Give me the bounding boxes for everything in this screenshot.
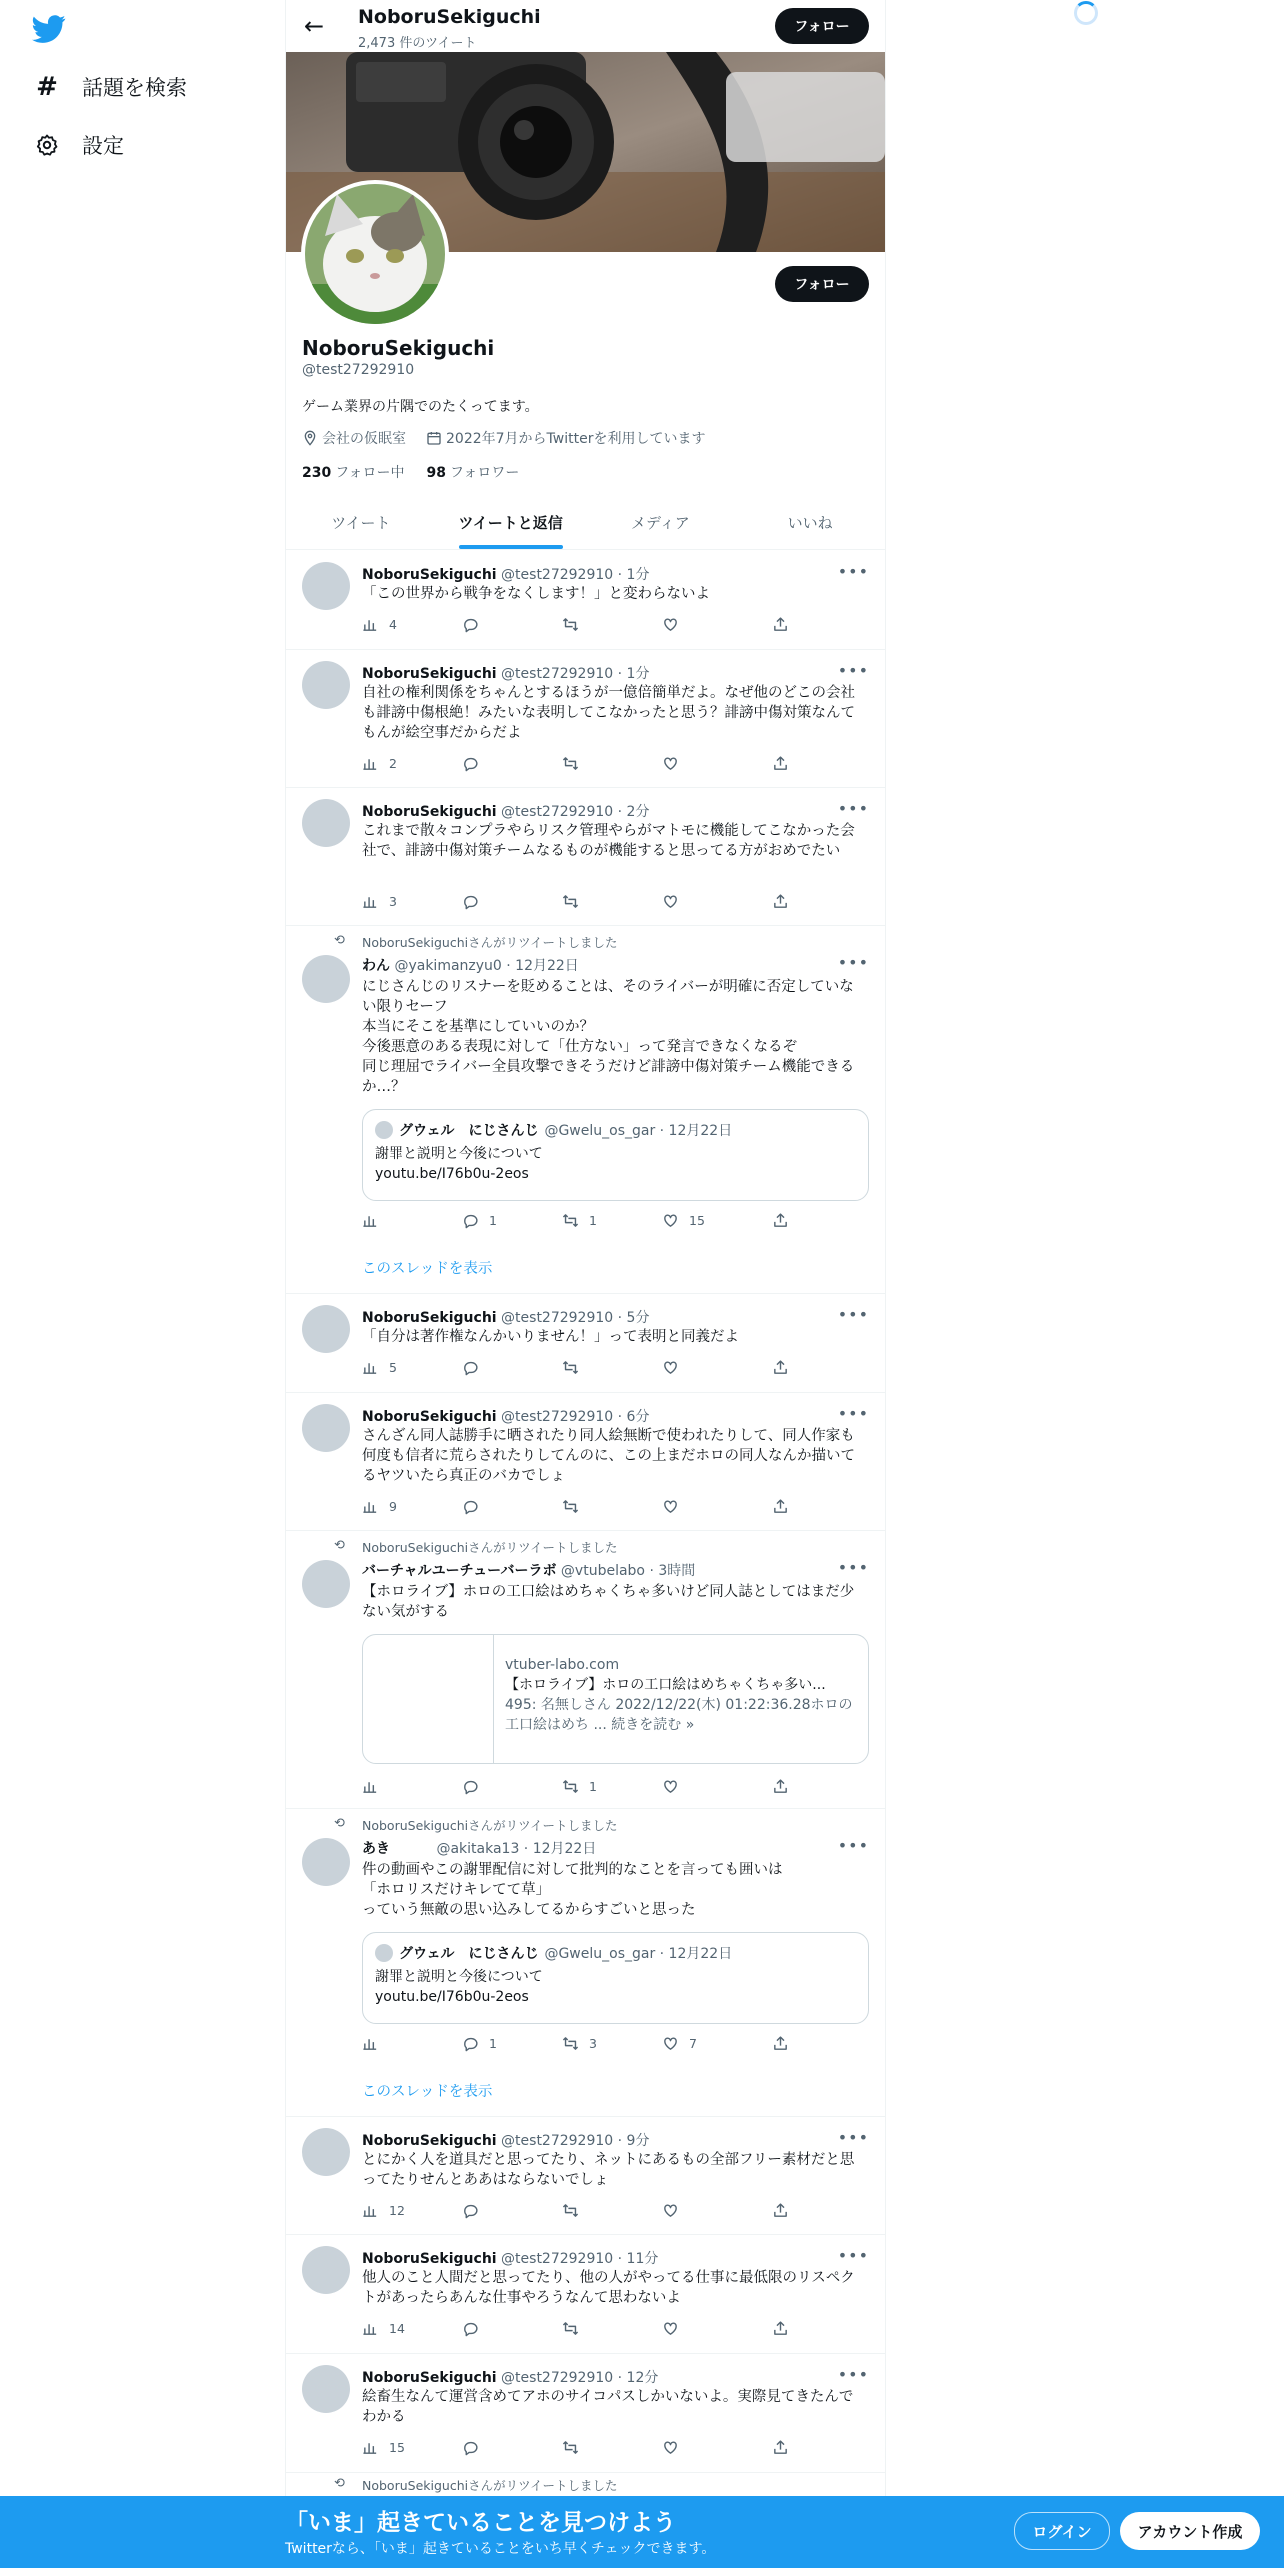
like-action[interactable] xyxy=(662,1359,679,1376)
views-icon xyxy=(362,1778,379,1795)
retweet-icon xyxy=(562,1498,579,1515)
nav-explore[interactable] xyxy=(34,67,187,107)
tweet-header: NoboruSekiguchi @test27292910 · 1分 xyxy=(362,666,650,682)
reply-action[interactable] xyxy=(462,1778,479,1795)
tweet-item[interactable] xyxy=(286,787,885,926)
more-icon[interactable]: ••• xyxy=(837,799,869,818)
profile-handle: @test27292910 xyxy=(302,362,415,378)
tweet-actions xyxy=(362,893,792,913)
tweet-avatar[interactable] xyxy=(302,562,350,610)
like-icon xyxy=(662,2439,679,2456)
share-action[interactable] xyxy=(772,2439,789,2456)
like-icon xyxy=(662,616,679,633)
retweeted-by: NoboruSekiguchiさんがリツイートしました xyxy=(362,2478,618,2493)
retweeted-by: NoboruSekiguchiさんがリツイートしました xyxy=(362,935,618,950)
tweet-item[interactable] xyxy=(286,2472,885,2496)
like-action[interactable] xyxy=(662,1212,705,1229)
location-pin-icon xyxy=(302,430,318,446)
tweet-avatar[interactable] xyxy=(302,799,350,847)
tweet-header: NoboruSekiguchi @test27292910 · 11分 xyxy=(362,2251,659,2267)
tweet-text: 件の動画やこの謝罪配信に対して批判的なことを言っても囲いは 「ホロリスだけキレてて草」 っていう無敵の思い込みしてるからすごいと思った xyxy=(362,1862,783,1918)
signup-banner-subtitle: Twitterなら、「いま」起きていることをいち早くチェックできます。 xyxy=(285,2541,716,2557)
like-icon xyxy=(662,2202,679,2219)
quote-avatar xyxy=(375,1121,393,1139)
views-count: 3 xyxy=(389,894,397,909)
show-thread-link[interactable]: このスレッドを表示 xyxy=(362,1261,493,1277)
tab-tweets[interactable]: ツイート xyxy=(331,514,391,532)
reply-icon xyxy=(462,616,479,633)
nav-settings-label: 設定 xyxy=(82,134,124,158)
quote-text: 謝罪と説明と今後について youtu.be/I76b0u-2eos xyxy=(375,1146,543,1182)
reply-action[interactable] xyxy=(462,755,479,772)
link-card-domain: vtuber-labo.com xyxy=(505,1657,620,1673)
tweet-actions xyxy=(362,2320,792,2340)
link-card-body xyxy=(505,1655,860,1735)
share-icon xyxy=(772,893,789,910)
views-action[interactable] xyxy=(362,616,397,633)
retweet-action[interactable] xyxy=(562,2439,579,2456)
share-icon xyxy=(772,616,789,633)
tweet-header: NoboruSekiguchi @test27292910 · 9分 xyxy=(362,2133,650,2149)
reply-icon xyxy=(462,893,479,910)
tweet-avatar[interactable] xyxy=(302,2128,350,2176)
share-action[interactable] xyxy=(772,1498,789,1515)
tweet-actions xyxy=(362,755,792,775)
like-icon xyxy=(662,1778,679,1795)
views-count: 12 xyxy=(389,2203,405,2218)
retweet-icon xyxy=(562,2035,579,2052)
login-button[interactable]: ログイン xyxy=(1014,2512,1110,2550)
views-icon xyxy=(362,755,379,772)
reply-icon xyxy=(462,1359,479,1376)
tweet-text: とにかく人を道具だと思ってたり、ネットにあるもの全部フリー素材だと思ってたりせんとああはならないでしょ xyxy=(362,2152,855,2188)
retweet-icon: ⟲ xyxy=(334,1538,345,1553)
reply-action[interactable] xyxy=(462,1359,479,1376)
quote-header: グウェル にじさんじ @Gwelu_os_gar · 12月22日 xyxy=(375,1943,732,1963)
tweet-item[interactable] xyxy=(286,2353,885,2473)
link-card[interactable] xyxy=(362,1634,869,1764)
views-action[interactable] xyxy=(362,1778,379,1795)
retweet-action[interactable] xyxy=(562,2320,579,2337)
link-card-thumbnail xyxy=(363,1635,494,1763)
tweet-header: NoboruSekiguchi @test27292910 · 6分 xyxy=(362,1409,650,1425)
tweet-actions xyxy=(362,1778,792,1798)
share-action[interactable] xyxy=(772,1778,789,1795)
tweet-avatar[interactable] xyxy=(302,1305,350,1353)
reply-action[interactable] xyxy=(462,2320,479,2337)
tweet-text: これまで散々コンプラやらリスク管理やらがマトモに機能してこなかった会社で、誹謗中傷対策チームなるものが機能すると思ってる方がおめでたい xyxy=(362,823,855,859)
likes-count: 7 xyxy=(689,2036,697,2051)
tweet-header: NoboruSekiguchi @test27292910 · 5分 xyxy=(362,1310,650,1326)
tweet-actions xyxy=(362,1498,792,1518)
retweet-icon xyxy=(562,893,579,910)
tweet-item[interactable] xyxy=(286,1808,885,2117)
views-icon xyxy=(362,2320,379,2337)
share-icon xyxy=(772,755,789,772)
views-icon xyxy=(362,2035,379,2052)
gear-icon xyxy=(34,132,60,158)
retweeted-by: NoboruSekiguchiさんがリツイートしました xyxy=(362,1540,618,1555)
show-thread-link[interactable]: このスレッドを表示 xyxy=(362,2084,493,2100)
location-item xyxy=(302,428,406,448)
retweet-action[interactable] xyxy=(562,755,579,772)
retweets-count: 3 xyxy=(589,2036,597,2051)
tweet-actions xyxy=(362,1359,792,1379)
profile-meta xyxy=(302,428,705,448)
followers-link[interactable]: 98 フォロワー xyxy=(426,465,520,481)
views-count: 15 xyxy=(389,2440,405,2455)
share-icon xyxy=(772,2439,789,2456)
reply-action[interactable] xyxy=(462,2035,497,2052)
tweet-header: あき @akitaka13 · 12月22日 xyxy=(362,1841,597,1857)
profile-follow-stats xyxy=(302,462,519,482)
tweet-text: 「この世界から戦争をなくします！」と変わらないよ xyxy=(362,586,710,602)
tweet-text: さんざん同人誌勝手に晒されたり同人絵無断で使われたりして、同人作家も何度も信者に荒らされたりしてんのに、この上まだホロの同人なんか描いてるヤツいたら真正のバカでしょ xyxy=(362,1428,855,1484)
tweet-text: 他人のこと人間だと思ってたり、他の人がやってる仕事に最低限のリスペクトがあったらあんな仕事やろうなんて思わないよ xyxy=(362,2270,855,2306)
retweets-count: 1 xyxy=(589,1779,597,1794)
views-count: 5 xyxy=(389,1360,397,1375)
signup-banner xyxy=(0,2496,1284,2568)
profile-location: 会社の仮眠室 xyxy=(322,431,406,447)
like-icon xyxy=(662,2320,679,2337)
tweet-actions xyxy=(362,2202,792,2222)
following-link[interactable]: 230 フォロー中 xyxy=(302,465,405,481)
views-action[interactable] xyxy=(362,1359,397,1376)
reply-icon xyxy=(462,2202,479,2219)
views-action[interactable] xyxy=(362,755,397,772)
nav-explore-label: 話題を検索 xyxy=(82,76,187,100)
reply-icon xyxy=(462,2035,479,2052)
views-count: 4 xyxy=(389,617,397,632)
tweet-header: NoboruSekiguchi @test27292910 · 2分 xyxy=(362,804,650,820)
views-icon xyxy=(362,1359,379,1376)
quote-avatar xyxy=(375,1944,393,1962)
more-icon[interactable]: ••• xyxy=(837,1305,869,1324)
more-icon[interactable]: ••• xyxy=(837,953,869,972)
reply-action[interactable] xyxy=(462,893,479,910)
reply-icon xyxy=(462,2320,479,2337)
twitter-logo-icon[interactable] xyxy=(32,12,66,46)
quote-tweet[interactable] xyxy=(362,1109,869,1201)
tweet-actions xyxy=(362,2439,792,2459)
reply-action[interactable] xyxy=(462,616,479,633)
replies-count: 1 xyxy=(489,1213,497,1228)
retweet-icon xyxy=(562,2202,579,2219)
views-icon xyxy=(362,1498,379,1515)
share-icon xyxy=(772,1778,789,1795)
views-icon xyxy=(362,1212,379,1229)
like-action[interactable] xyxy=(662,2439,679,2456)
views-icon xyxy=(362,2202,379,2219)
like-action[interactable] xyxy=(662,616,679,633)
replies-count: 1 xyxy=(489,2036,497,2051)
profile-header-bar xyxy=(286,0,885,52)
retweet-icon: ⟲ xyxy=(334,2476,345,2491)
share-action[interactable] xyxy=(772,755,789,772)
views-count: 14 xyxy=(389,2321,405,2336)
tweet-item[interactable] xyxy=(286,649,885,788)
profile-tabs xyxy=(286,496,885,550)
back-arrow-icon[interactable]: ← xyxy=(303,12,325,40)
like-icon xyxy=(662,893,679,910)
tweet-item[interactable] xyxy=(286,2116,885,2235)
retweet-icon xyxy=(562,755,579,772)
profile-bio: ゲーム業界の片隅でのたくってます。 xyxy=(302,399,539,415)
more-icon[interactable]: ••• xyxy=(837,1836,869,1855)
link-card-desc: 495: 名無しさん 2022/12/22(木) 01:22:36.28ホロの工口絵はめち ... 続きを読む » xyxy=(505,1697,853,1733)
retweet-action[interactable] xyxy=(562,2202,579,2219)
more-icon[interactable]: ••• xyxy=(837,2128,869,2147)
tweet-avatar[interactable] xyxy=(302,661,350,709)
more-icon[interactable]: ••• xyxy=(837,562,869,581)
tweet-actions xyxy=(362,616,792,636)
share-action[interactable] xyxy=(772,1359,789,1376)
link-card-title: 【ホロライブ】ホロの工口絵はめちゃくちゃ多い... xyxy=(505,1677,826,1693)
retweets-count: 1 xyxy=(589,1213,597,1228)
tweet-avatar[interactable] xyxy=(302,1838,350,1886)
reply-action[interactable] xyxy=(462,1212,497,1229)
retweet-icon: ⟲ xyxy=(334,933,345,948)
tweet-item[interactable] xyxy=(286,2234,885,2354)
retweet-icon xyxy=(562,2320,579,2337)
more-icon[interactable]: ••• xyxy=(837,2365,869,2384)
tweet-actions xyxy=(362,1212,792,1232)
tweet-actions xyxy=(362,2035,792,2055)
like-icon xyxy=(662,1498,679,1515)
share-action[interactable] xyxy=(772,2320,789,2337)
profile-avatar[interactable] xyxy=(301,180,449,328)
tweet-avatar[interactable] xyxy=(302,955,350,1003)
views-action[interactable] xyxy=(362,2439,405,2456)
reply-icon xyxy=(462,1778,479,1795)
views-action[interactable] xyxy=(362,2202,405,2219)
views-icon xyxy=(362,893,379,910)
tweet-item[interactable] xyxy=(286,1392,885,1531)
tweet-item[interactable] xyxy=(286,1293,885,1393)
tweet-header: NoboruSekiguchi @test27292910 · 1分 xyxy=(362,567,650,583)
retweeted-by: NoboruSekiguchiさんがリツイートしました xyxy=(362,1818,618,1833)
hashtag-icon: # xyxy=(36,72,58,102)
profile-column xyxy=(285,0,886,2568)
share-icon xyxy=(772,2320,789,2337)
tweet-text: 【ホロライブ】ホロの工口絵はめちゃくちゃ多いけど同人誌としてはまだ少ない気がする xyxy=(362,1584,855,1620)
share-icon xyxy=(772,1498,789,1515)
retweet-icon xyxy=(562,1359,579,1376)
share-action[interactable] xyxy=(772,893,789,910)
tweet-header: NoboruSekiguchi @test27292910 · 12分 xyxy=(362,2370,659,2386)
like-action[interactable] xyxy=(662,1498,679,1515)
like-icon xyxy=(662,2035,679,2052)
tweet-item[interactable] xyxy=(286,550,885,650)
tweet-text: にじさんじのリスナーを貶めることは、そのライバーが明確に否定していない限りセーフ 本当にそこを基準にしていいのか？ 今後悪意のある表現に対して「仕方ない」って発言できなくなるぞ 同じ理屈でライバー全員攻撃できそうだけど誹謗中傷対策チーム機能できるか…？ xyxy=(362,979,855,1095)
retweet-icon xyxy=(562,1212,579,1229)
views-action[interactable] xyxy=(362,1212,379,1229)
more-icon[interactable]: ••• xyxy=(837,2246,869,2265)
like-action[interactable] xyxy=(662,893,679,910)
reply-icon xyxy=(462,1498,479,1515)
share-icon xyxy=(772,2035,789,2052)
tab-media[interactable]: メディア xyxy=(630,514,690,532)
like-action[interactable] xyxy=(662,1778,679,1795)
share-action[interactable] xyxy=(772,1212,789,1229)
retweet-action[interactable] xyxy=(562,893,579,910)
tweet-avatar[interactable] xyxy=(302,2246,350,2294)
like-icon xyxy=(662,1212,679,1229)
tweet-avatar[interactable] xyxy=(302,1404,350,1452)
reply-action[interactable] xyxy=(462,2439,479,2456)
quote-text: 謝罪と説明と今後について youtu.be/I76b0u-2eos xyxy=(375,1969,543,2005)
reply-icon xyxy=(462,1212,479,1229)
retweet-icon: ⟲ xyxy=(334,1816,345,1831)
like-action[interactable] xyxy=(662,2202,679,2219)
reply-action[interactable] xyxy=(462,1498,479,1515)
signup-banner-title: 「いま」起きていることを見つけよう xyxy=(285,2510,676,2536)
views-action[interactable] xyxy=(362,893,397,910)
share-icon xyxy=(772,2202,789,2219)
retweet-icon xyxy=(562,616,579,633)
like-icon xyxy=(662,1359,679,1376)
share-action[interactable] xyxy=(772,616,789,633)
share-icon xyxy=(772,1359,789,1376)
header-follow-button[interactable]: フォロー xyxy=(775,8,869,44)
header-tweet-count: 2,473 件のツイート xyxy=(358,36,477,51)
retweet-action[interactable] xyxy=(562,616,579,633)
like-action[interactable] xyxy=(662,2320,679,2337)
tweet-avatar[interactable] xyxy=(302,1560,350,1608)
tweet-text: 「自分は著作権なんかいりません！」って表明と同義だよ xyxy=(362,1329,739,1345)
more-icon[interactable]: ••• xyxy=(837,661,869,680)
reply-action[interactable] xyxy=(462,2202,479,2219)
tweet-text: 自社の権利関係をちゃんとするほうが一億倍簡単だよ。なぜ他のどこの会社も誹謗中傷根絶！みたいな表明してこなかったと思う？誹謗中傷対策なんてもんが絵空事だからだよ xyxy=(362,685,855,741)
retweet-action[interactable] xyxy=(562,1359,579,1376)
tweet-item[interactable] xyxy=(286,925,885,1294)
joined-item xyxy=(426,428,705,448)
calendar-icon xyxy=(426,430,442,446)
tab-tweets-and-replies[interactable]: ツイートと返信 xyxy=(436,496,586,549)
header-name: NoboruSekiguchi xyxy=(358,6,541,28)
profile-follow-button[interactable]: フォロー xyxy=(775,266,869,302)
retweet-icon xyxy=(562,2439,579,2456)
profile-joined: 2022年7月からTwitterを利用しています xyxy=(446,431,706,447)
quote-header: グウェル にじさんじ @Gwelu_os_gar · 12月22日 xyxy=(375,1120,732,1140)
tweet-avatar[interactable] xyxy=(302,2365,350,2413)
views-count: 2 xyxy=(389,756,397,771)
retweet-icon xyxy=(562,1778,579,1795)
views-icon xyxy=(362,2439,379,2456)
like-action[interactable] xyxy=(662,755,679,772)
like-icon xyxy=(662,755,679,772)
retweet-action[interactable] xyxy=(562,1778,597,1795)
profile-name: NoboruSekiguchi xyxy=(302,336,495,360)
quote-tweet[interactable] xyxy=(362,1932,869,2024)
views-action[interactable] xyxy=(362,2035,379,2052)
reply-icon xyxy=(462,2439,479,2456)
reply-icon xyxy=(462,755,479,772)
tweet-item[interactable] xyxy=(286,1530,885,1809)
like-action[interactable] xyxy=(662,2035,697,2052)
views-icon xyxy=(362,616,379,633)
signup-button[interactable]: アカウント作成 xyxy=(1120,2512,1260,2550)
share-action[interactable] xyxy=(772,2035,789,2052)
views-count: 9 xyxy=(389,1499,397,1514)
nav-settings[interactable] xyxy=(34,125,124,165)
views-action[interactable] xyxy=(362,2320,405,2337)
share-icon xyxy=(772,1212,789,1229)
share-action[interactable] xyxy=(772,2202,789,2219)
retweet-action[interactable] xyxy=(562,1498,579,1515)
retweet-action[interactable] xyxy=(562,2035,597,2052)
loading-spinner xyxy=(1074,1,1098,25)
more-icon[interactable]: ••• xyxy=(837,1404,869,1423)
likes-count: 15 xyxy=(689,1213,705,1228)
views-action[interactable] xyxy=(362,1498,397,1515)
more-icon[interactable]: ••• xyxy=(837,1558,869,1577)
tweet-header: バーチャルユーチューバーラボ @vtubelabo · 3時間 xyxy=(362,1563,696,1579)
tweet-text: 絵畜生なんて運営含めてアホのサイコパスしかいないよ。実際見てきたんでわかる xyxy=(362,2389,854,2425)
tab-likes[interactable]: いいね xyxy=(787,514,833,532)
tweet-header: わん @yakimanzyu0 · 12月22日 xyxy=(362,958,579,974)
retweet-action[interactable] xyxy=(562,1212,597,1229)
